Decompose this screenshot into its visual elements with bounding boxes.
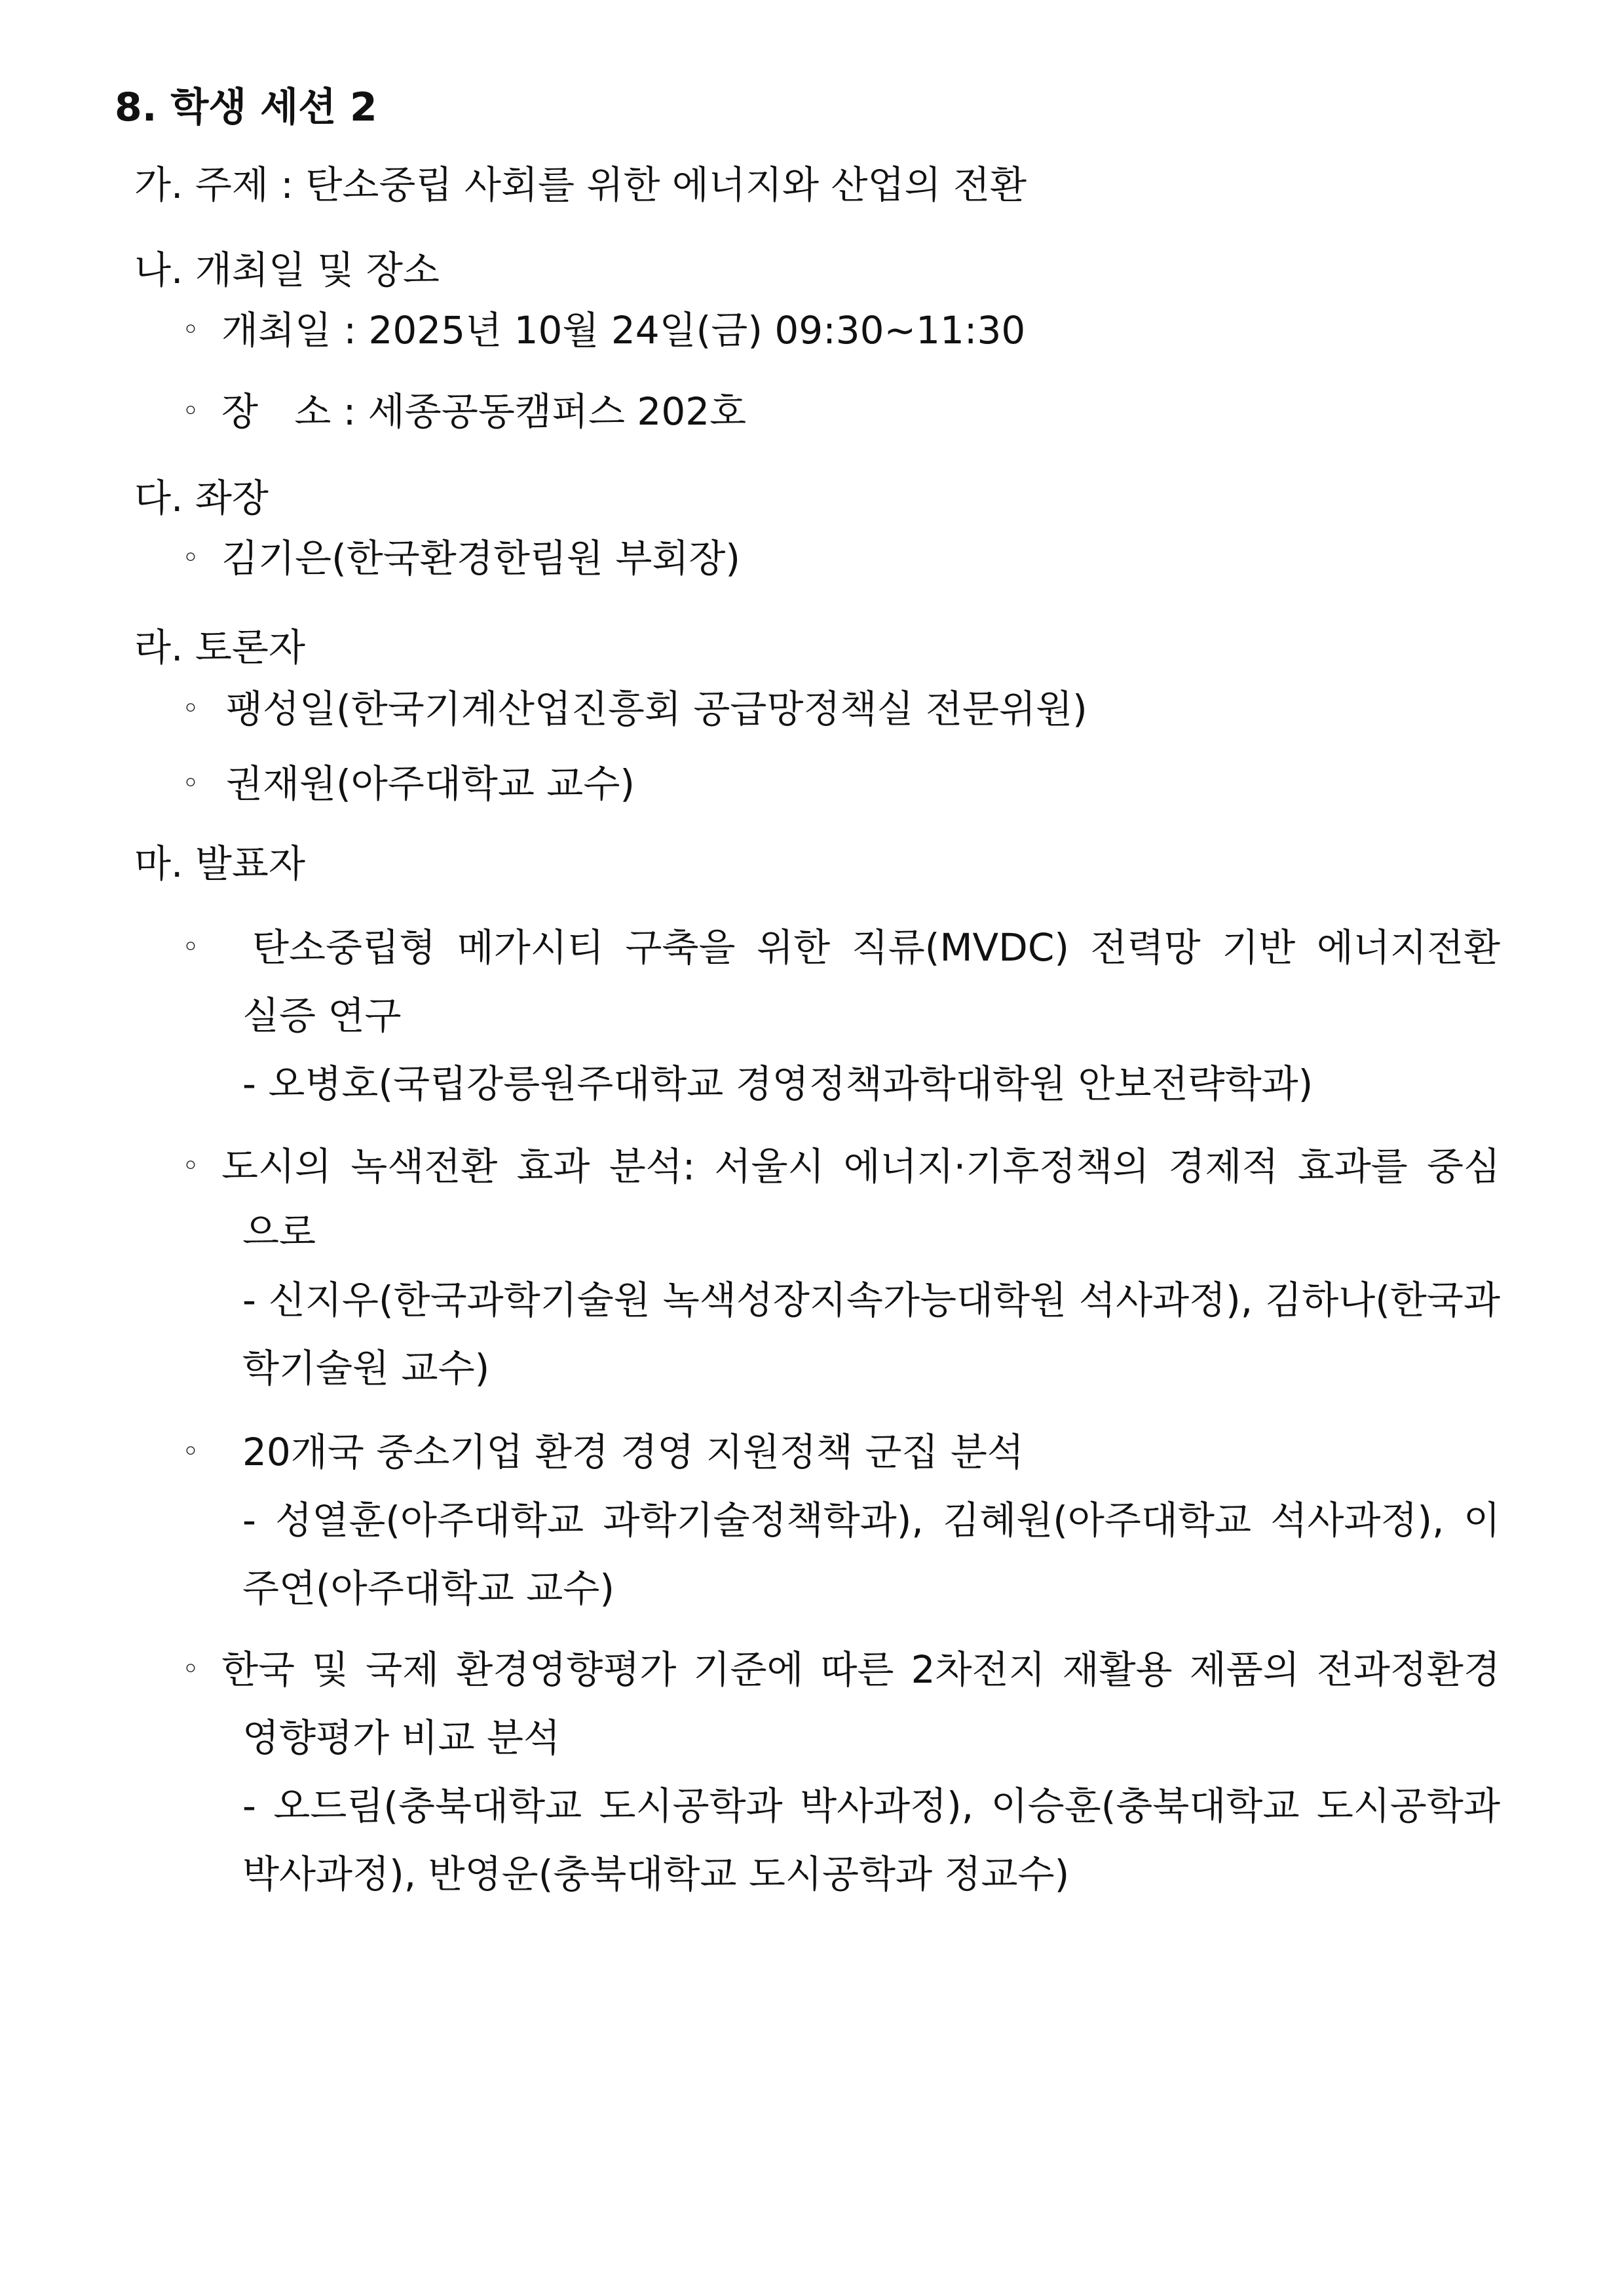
presentation-title: 영향평가 비교 분석 <box>242 1715 561 1760</box>
presentation-title: 20개국 중소기업 환경 경영 지원정책 군집 분석 <box>242 1430 1024 1474</box>
bullet-marker: ◦ <box>182 541 199 575</box>
presentation-authors: - 성열훈(아주대학교 과학기술정책학과), 김혜원(아주대학교 석사과정), 이 <box>242 1498 1500 1542</box>
discussant-item: 팽성일(한국기계산업진흥회 공급망정책실 전문위원) <box>226 687 1087 731</box>
section-title: 8. 학생 세션 2 <box>115 85 377 130</box>
bullet-marker: ◦ <box>182 692 199 725</box>
presentation-title: 한국 및 국제 환경영향평가 기준에 따른 2차전지 재활용 제품의 전과정환경 <box>221 1647 1500 1692</box>
presentation-title: 탄소중립형 메가시티 구축을 위한 직류(MVDC) 전력망 기반 에너지전환 <box>252 925 1500 970</box>
bullet-marker: ◦ <box>182 767 199 800</box>
bullet-marker: ◦ <box>182 1149 199 1183</box>
presentation-authors: 학기술원 교수) <box>242 1346 490 1390</box>
bullet-marker: ◦ <box>182 1435 199 1468</box>
discussants-heading: 라. 토론자 <box>134 625 305 670</box>
presentation-title: 실증 연구 <box>242 993 402 1038</box>
schedule-venue: 장 소 : 세종공동캠퍼스 202호 <box>221 389 747 434</box>
schedule-date: 개최일 : 2025년 10월 24일(금) 09:30~11:30 <box>221 308 1026 353</box>
presentation-authors: 박사과정), 반영운(충북대학교 도시공학과 정교수) <box>242 1852 1070 1896</box>
discussant-item: 권재원(아주대학교 교수) <box>226 761 635 806</box>
bullet-marker: ◦ <box>182 1653 199 1686</box>
presentation-authors: - 오드림(충북대학교 도시공학과 박사과정), 이승훈(충북대학교 도시공학과 <box>242 1784 1500 1828</box>
presentation-authors: 주연(아주대학교 교수) <box>242 1566 614 1611</box>
bullet-marker: ◦ <box>182 394 199 428</box>
chair-item: 김기은(한국환경한림원 부회장) <box>221 536 741 581</box>
presentation-authors: - 신지우(한국과학기술원 녹색성장지속가능대학원 석사과정), 김하나(한국과 <box>242 1278 1500 1322</box>
bullet-marker: ◦ <box>182 930 199 964</box>
bullet-marker: ◦ <box>182 313 199 347</box>
presenters-heading: 마. 발표자 <box>134 841 305 886</box>
schedule-heading: 나. 개최일 및 장소 <box>134 248 440 292</box>
topic-line: 가. 주제 : 탄소중립 사회를 위한 에너지와 산업의 전환 <box>134 163 1027 207</box>
presentation-authors: - 오병호(국립강릉원주대학교 경영정책과학대학원 안보전략학과) <box>242 1062 1313 1106</box>
presentation-title: 도시의 녹색전환 효과 분석: 서울시 에너지·기후정책의 경제적 효과를 중심 <box>221 1144 1500 1189</box>
presentation-title: 으로 <box>242 1210 316 1254</box>
chair-heading: 다. 좌장 <box>134 476 269 520</box>
